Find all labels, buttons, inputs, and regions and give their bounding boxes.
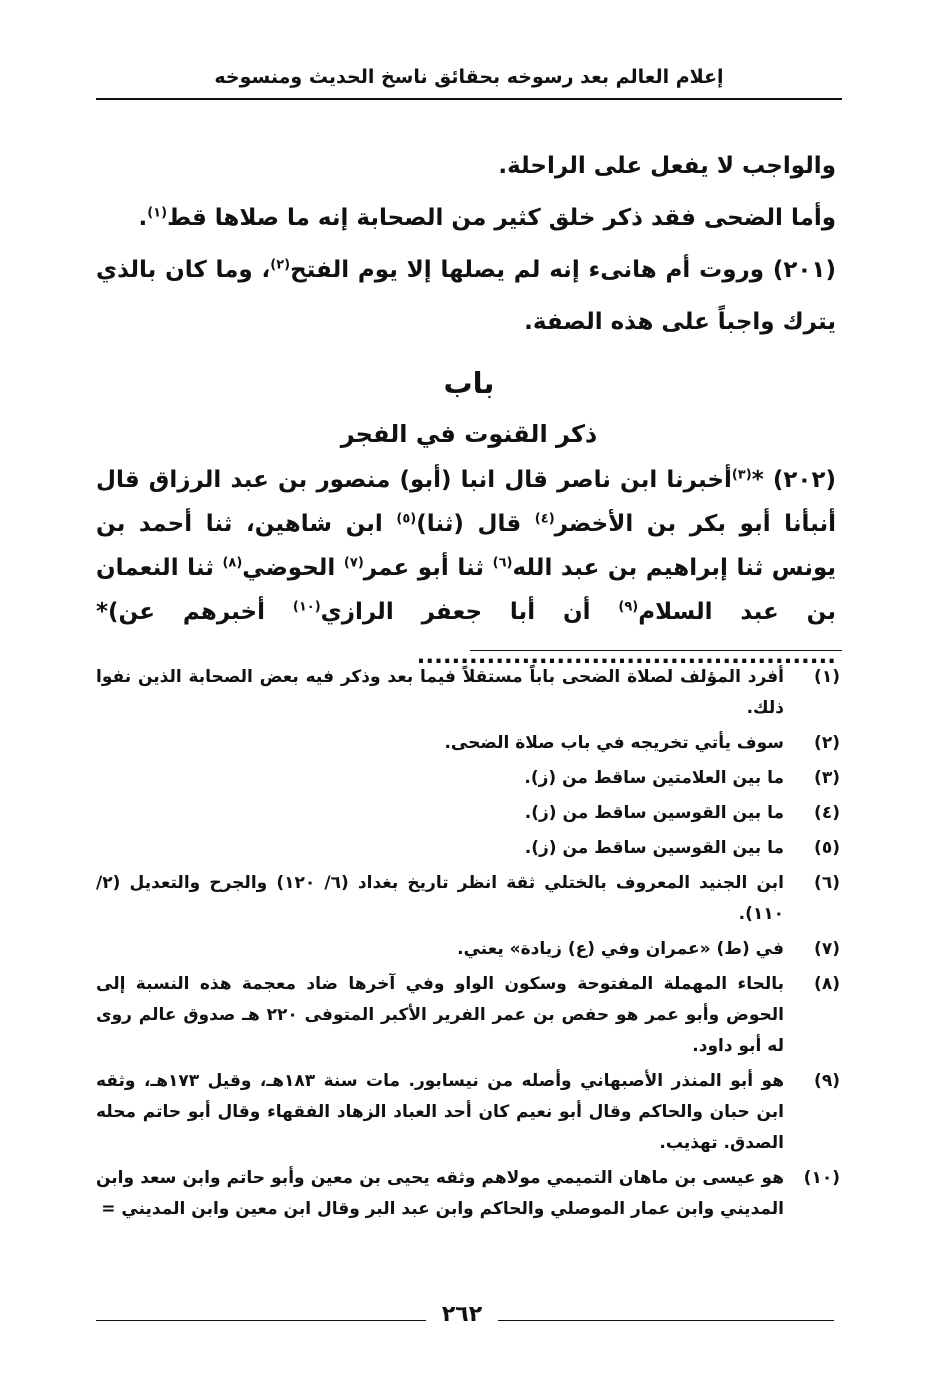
footnote-number: (٢) bbox=[814, 733, 840, 753]
footnote-text: بالحاء المهملة المفتوحة وسكون الواو وفي آخرها ضاد معجمة هذه النسبة إلى الحوض وأبو عمر هو حفص بن عمر الفرير الأكبر المتوفى ٢٢٠ هـ صدوق عالم روى له أبو داود. bbox=[96, 974, 784, 1056]
footer-divider-right bbox=[498, 1320, 834, 1321]
running-header-title: إعلام العالم بعد رسوخه بحقائق ناسخ الحديث ومنسوخه bbox=[214, 66, 724, 88]
footnote-number: (١) bbox=[814, 667, 840, 687]
hadith-paragraph bbox=[96, 458, 836, 678]
footnote-text: أفرد المؤلف لصلاة الضحى باباً مستقلاً فيما بعد وذكر فيه بعض الصحابة الذين نفوا ذلك. bbox=[96, 667, 784, 718]
footnote-text: سوف يأتي تخريجه في باب صلاة الضحى. bbox=[444, 733, 784, 753]
footnote-number: (٦) bbox=[814, 873, 840, 893]
footnote-number: (٨) bbox=[814, 974, 840, 994]
hadith-text-7: أن أبا جعفر الرازي bbox=[320, 599, 619, 625]
hadith-text-2: قال (ثنا) bbox=[416, 511, 535, 537]
footnote-ref-10: (١٠) bbox=[292, 599, 321, 615]
footnote-ref-3: (٣) bbox=[731, 467, 752, 483]
footnote-item bbox=[96, 934, 840, 965]
paragraph-1: والواجب لا يفعل على الراحلة. bbox=[498, 153, 836, 179]
footnote-ref-2: (٢) bbox=[270, 257, 291, 273]
footnote-number: (٩) bbox=[814, 1071, 840, 1091]
footnote-item bbox=[96, 868, 840, 930]
footnote-item bbox=[96, 798, 840, 829]
footnote-item bbox=[96, 662, 840, 724]
hadith-text-3: ابن شاهين، ثنا أحمد بن يونس ثنا إبراهيم بن عبد الله bbox=[96, 511, 837, 581]
continuation-dots: ................................................ bbox=[416, 643, 836, 669]
footnote-ref-4: (٤) bbox=[534, 511, 555, 527]
footnote-text: ما بين القوسين ساقط من (ز). bbox=[524, 803, 784, 823]
footnote-number: (٧) bbox=[814, 939, 840, 959]
footnote-ref-5: (٥) bbox=[396, 511, 417, 527]
footnote-divider bbox=[470, 650, 842, 651]
footnote-number: (٣) bbox=[814, 768, 840, 788]
footnote-ref-9: (٩) bbox=[618, 599, 639, 615]
footnotes-list bbox=[96, 662, 840, 1229]
footnote-text: في (ط) «عمران وفي (ع) زيادة» يعني. bbox=[457, 939, 784, 959]
footnote-text: هو أبو المنذر الأصبهاني وأصله من نيسابور. مات سنة ١٨٣هـ، وقيل ١٧٣هـ، وثقه ابن حبان والحاكم وقال أبو نعيم كان أحد العباد الزهاد الفقهاء وقال أبو حاتم محله الصدق. تهذيب. bbox=[96, 1071, 784, 1153]
hadith-number: (٢٠٢) * bbox=[751, 467, 837, 493]
footnote-ref-7: (٧) bbox=[343, 555, 364, 571]
footnote-number: (١٠) bbox=[803, 1168, 840, 1188]
paragraph-2-text: وأما الضحى فقد ذكر خلق كثير من الصحابة إنه ما صلاها قط bbox=[167, 205, 836, 231]
section-title: ذكر القنوت في الفجر bbox=[340, 420, 598, 448]
footnote-item bbox=[96, 728, 840, 759]
header-divider bbox=[96, 98, 842, 100]
hadith-text-1: أخبرنا ابن ناصر قال انبا (أبو) منصور بن عبد الرزاق قال أنبأنا أبو بكر بن الأخضر bbox=[96, 467, 837, 537]
footnote-item bbox=[96, 833, 840, 864]
footnote-text: ما بين العلامتين ساقط من (ز). bbox=[524, 768, 784, 788]
paragraph-2 bbox=[96, 192, 836, 244]
main-text bbox=[96, 140, 836, 348]
footnote-ref-6: (٦) bbox=[492, 555, 513, 571]
page-number: ٢٦٢ bbox=[441, 1302, 483, 1327]
footnote-item bbox=[96, 1066, 840, 1159]
hadith-text-4: ثنا أبو عمر bbox=[363, 555, 493, 581]
chapter-title: باب bbox=[443, 366, 495, 400]
footnote-text: هو عيسى بن ماهان التميمي مولاهم وثقه يحيى بن معين وأبو حاتم وابن سعد وابن المديني وابن عمار الموصلي والحاكم وابن عبد البر وقال ابن معين وابن المديني = bbox=[96, 1168, 784, 1219]
hadith-202 bbox=[96, 458, 836, 678]
footnote-ref-1: (١) bbox=[147, 205, 168, 221]
footnote-item bbox=[96, 1163, 840, 1225]
hadith-text-5: الحوضي bbox=[242, 555, 344, 581]
footnote-number: (٥) bbox=[814, 838, 840, 858]
footnote-ref-8: (٨) bbox=[222, 555, 243, 571]
paragraph-3-start: (٢٠١) وروت أم هانىء إنه لم يصلها إلا يوم الفتح bbox=[290, 257, 836, 283]
paragraph-3-end: ، وما كان بالذي يترك واجباً على هذه الصفة. bbox=[96, 257, 836, 335]
footer-divider-left bbox=[96, 1320, 426, 1321]
footnote-item bbox=[96, 969, 840, 1062]
footnote-number: (٤) bbox=[814, 803, 840, 823]
paragraph-2-end: . bbox=[138, 205, 148, 231]
footnote-item bbox=[96, 763, 840, 794]
hadith-text-8: أخبرهم عن)* bbox=[96, 599, 293, 625]
footnote-text: ما بين القوسين ساقط من (ز). bbox=[524, 838, 784, 858]
footnote-text: ابن الجنيد المعروف بالختلي ثقة انظر تاريخ بغداد (٦/ ١٢٠) والجرح والتعديل (٢/ ١١٠). bbox=[96, 873, 784, 924]
paragraph-3 bbox=[96, 244, 836, 348]
hadith-text-6: ثنا النعمان بن عبد السلام bbox=[96, 555, 836, 625]
